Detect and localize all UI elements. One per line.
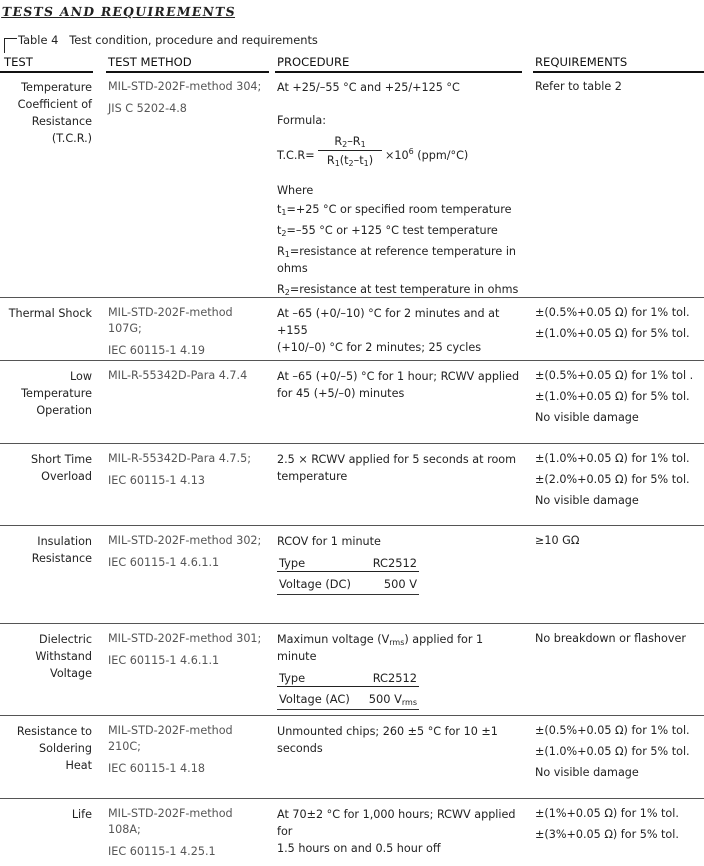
header-test-method: TEST METHOD	[108, 55, 192, 69]
header-rule	[106, 71, 269, 73]
row-divider	[0, 360, 704, 361]
row-divider	[0, 297, 704, 298]
header-rule	[533, 71, 704, 73]
test-name: Life	[71, 808, 92, 821]
requirements: ±(1.0%+0.05 Ω) for 1% tol. ±(2.0%+0.05 Ω) for 5% tol. No visible damage	[535, 452, 690, 507]
test-method: MIL-STD-202F-method 210C; IEC 60115-1 4.18	[108, 724, 233, 775]
test-name: Temperature Coefficient of Resistance (T.C.R.)	[17, 81, 92, 145]
requirements: ±(0.5%+0.05 Ω) for 1% tol. ±(1.0%+0.05 Ω) for 5% tol.	[535, 306, 690, 340]
table-caption	[18, 33, 318, 47]
test-method: MIL-STD-202F-method 107G; IEC 60115-1 4.19	[108, 306, 233, 357]
caption-bracket	[4, 38, 17, 53]
caption-label: Table 4	[18, 33, 59, 47]
requirements: ≥10 GΩ	[535, 534, 580, 547]
header-requirements: REQUIREMENTS	[535, 55, 628, 69]
test-method: MIL-STD-202F-method 108A; IEC 60115-1 4.25.1	[108, 807, 233, 858]
procedure: RCOV for 1 minute Type RC2512 Voltage (DC) 500 V	[277, 533, 522, 595]
procedure: At 70±2 °C for 1,000 hours; RCWV applied for 1.5 hours on and 0.5 hour off	[277, 808, 516, 855]
test-method: MIL-STD-202F-method 304; JIS C 5202-4.8	[108, 80, 262, 115]
row-divider	[0, 443, 704, 444]
test-method: MIL-STD-202F-method 301; IEC 60115-1 4.6.1.1	[108, 632, 262, 667]
procedure: Unmounted chips; 260 ±5 °C for 10 ±1 seconds	[277, 725, 498, 755]
procedure: At +25/–55 °C and +25/+125 °C Formula: T.C.R= $\frac{R_2-R_1}{R_1(t_2-t_1)}$ $\times 10^6$ (ppm/°C) Where $t_1=+25$ °C or specified room temperature $t_2=-55$ °C or +125 °C test temperature $R_1=resistance$ at reference temperature in ohms $R_2=resistance$ at test temperature in ohms	[277, 79, 522, 298]
requirements: Refer to table 2	[535, 80, 622, 93]
header-rule	[0, 71, 93, 73]
requirements: No breakdown or flashover	[535, 632, 686, 645]
row-divider	[0, 525, 704, 526]
procedure: At –65 (+0/–5) °C for 1 hour; RCWV applied for 45 (+5/–0) minutes	[277, 370, 520, 400]
test-name: Insulation Resistance	[31, 535, 92, 565]
test-method: MIL-R-55342D-Para 4.7.4	[108, 369, 248, 382]
procedure: 2.5 × RCWV applied for 5 seconds at room temperature	[277, 453, 517, 483]
test-name: Short Time Overload	[31, 453, 92, 483]
row-divider	[0, 623, 704, 624]
header-rule	[275, 71, 522, 73]
voltage-table: Type RC2512 Voltage (DC) 500 V	[277, 554, 419, 595]
requirements: ±(0.5%+0.05 Ω) for 1% tol. ±(1.0%+0.05 Ω) for 5% tol. No visible damage	[535, 724, 690, 779]
test-name: Low Temperature Operation	[21, 370, 92, 417]
procedure: At –65 (+0/–10) °C for 2 minutes and at +155 (+10/–0) °C for 2 minutes; 25 cycles	[277, 307, 500, 354]
test-method: MIL-STD-202F-method 302; IEC 60115-1 4.6.1.1	[108, 534, 262, 569]
test-name: Thermal Shock	[8, 307, 92, 320]
requirements: ±(0.5%+0.05 Ω) for 1% tol . ±(1.0%+0.05 Ω) for 5% tol. No visible damage	[535, 369, 694, 424]
voltage-table: Type RC2512 Voltage (AC) 500 $V_{rms}$	[277, 669, 419, 710]
test-name: Dielectric Withstand Voltage	[35, 633, 92, 680]
procedure: Maximun voltage $(V_{rms})$ applied for 1 minute Type RC2512 Voltage (AC) 500 $V_{rms}$	[277, 631, 522, 710]
section-title: TESTS AND REQUIREMENTS	[0, 4, 237, 19]
row-divider	[0, 715, 704, 716]
header-procedure: PROCEDURE	[277, 55, 350, 69]
test-method: MIL-R-55342D-Para 4.7.5; IEC 60115-1 4.13	[108, 452, 251, 487]
requirements: ±(1%+0.05 Ω) for 1% tol. ±(3%+0.05 Ω) for 5% tol.	[535, 807, 679, 841]
tcr-formula: T.C.R= $\frac{R_2-R_1}{R_1(t_2-t_1)}$ $\times 10^6$ (ppm/°C)	[277, 135, 469, 168]
row-divider	[0, 798, 704, 799]
caption-text: Test condition, procedure and requirements	[69, 33, 318, 47]
header-test: TEST	[4, 55, 33, 69]
test-name: Resistance to Soldering Heat	[16, 725, 92, 772]
formula-label: Formula:	[277, 114, 327, 127]
